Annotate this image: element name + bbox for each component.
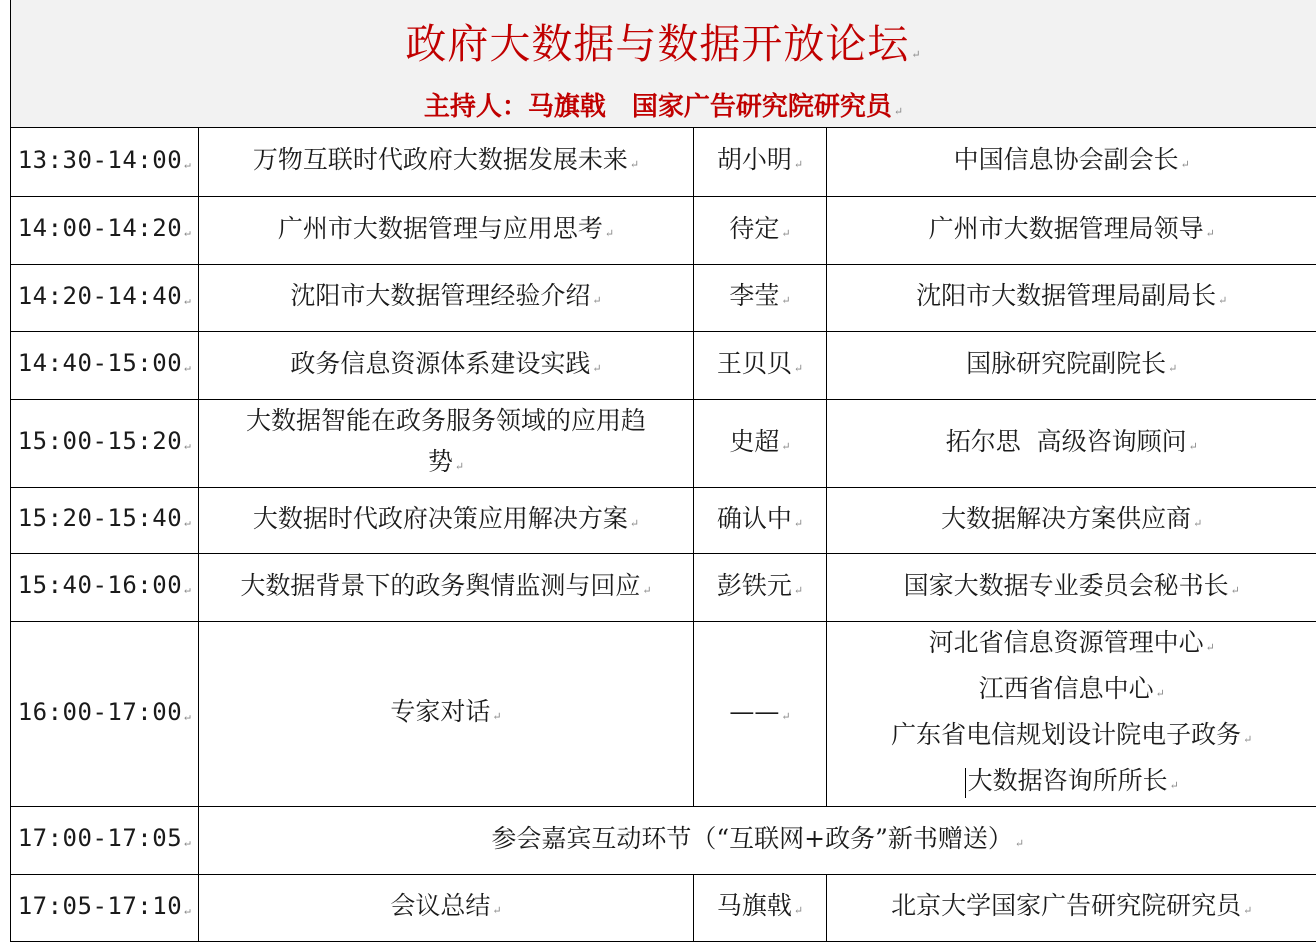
table-row bbox=[11, 400, 1316, 488]
table-row bbox=[11, 807, 1316, 875]
paragraph-mark-icon: ↵ bbox=[911, 48, 921, 61]
org-cell[interactable]: 中国信息协会副会长 ↵ bbox=[827, 128, 1316, 197]
table-row bbox=[11, 554, 1316, 622]
speaker-cell[interactable]: 确认中 ↵ bbox=[694, 488, 827, 554]
paragraph-mark-icon: ↵ bbox=[184, 226, 191, 239]
table-row bbox=[11, 875, 1316, 942]
org-cell[interactable]: 国脉研究院副院长 ↵ bbox=[827, 332, 1316, 400]
paragraph-mark-icon: ↵ bbox=[492, 904, 501, 917]
speaker-cell[interactable]: —— ↵ bbox=[694, 622, 827, 807]
topic-cell[interactable]: 专家对话 ↵ bbox=[199, 622, 694, 807]
table-row bbox=[11, 488, 1316, 554]
time-cell[interactable]: 15:20-15:40 ↵ bbox=[11, 488, 199, 554]
text-cursor bbox=[965, 768, 966, 798]
schedule-table bbox=[10, 127, 1316, 942]
forum-header bbox=[10, 0, 1316, 128]
table-row bbox=[11, 265, 1316, 332]
speaker-cell[interactable]: 史超 ↵ bbox=[694, 400, 827, 488]
paragraph-mark-icon: ↵ bbox=[184, 583, 191, 596]
org-line: 广东省电信规划设计院电子政务 bbox=[891, 720, 1241, 749]
speaker-cell[interactable]: 待定 ↵ bbox=[694, 197, 827, 265]
speaker-cell[interactable]: 马旗戟 ↵ bbox=[694, 875, 827, 942]
paragraph-mark-icon: ↵ bbox=[1170, 779, 1179, 792]
org-cell[interactable]: 拓尔思 高级咨询顾问 ↵ bbox=[827, 400, 1316, 488]
topic-cell[interactable]: 沈阳市大数据管理经验介绍 ↵ bbox=[199, 265, 694, 332]
paragraph-mark-icon: ↵ bbox=[894, 105, 903, 118]
time-cell[interactable]: 13:30-14:00 ↵ bbox=[11, 128, 199, 197]
paragraph-mark-icon: ↵ bbox=[630, 158, 639, 171]
speaker-cell[interactable]: 胡小明 ↵ bbox=[694, 128, 827, 197]
paragraph-mark-icon: ↵ bbox=[492, 710, 501, 723]
paragraph-mark-icon: ↵ bbox=[184, 710, 191, 723]
paragraph-mark-icon: ↵ bbox=[781, 710, 790, 723]
paragraph-mark-icon: ↵ bbox=[184, 439, 191, 452]
paragraph-mark-icon: ↵ bbox=[781, 294, 790, 307]
paragraph-mark-icon: ↵ bbox=[794, 517, 803, 530]
paragraph-mark-icon: ↵ bbox=[184, 294, 191, 307]
topic-cell[interactable]: 大数据时代政府决策应用解决方案 ↵ bbox=[199, 488, 694, 554]
paragraph-mark-icon: ↵ bbox=[1189, 440, 1198, 453]
time-cell[interactable]: 15:00-15:20 ↵ bbox=[11, 400, 199, 488]
org-cell[interactable]: 大数据解决方案供应商 ↵ bbox=[827, 488, 1316, 554]
paragraph-mark-icon: ↵ bbox=[184, 904, 191, 917]
time-cell[interactable]: 17:05-17:10 ↵ bbox=[11, 875, 199, 942]
paragraph-mark-icon: ↵ bbox=[1231, 584, 1240, 597]
table-row bbox=[11, 332, 1316, 400]
paragraph-mark-icon: ↵ bbox=[592, 362, 601, 375]
paragraph-mark-icon: ↵ bbox=[1193, 517, 1202, 530]
topic-line: 势 bbox=[428, 447, 453, 476]
time-cell[interactable]: 14:40-15:00 ↵ bbox=[11, 332, 199, 400]
table-row bbox=[11, 622, 1316, 807]
paragraph-mark-icon: ↵ bbox=[1218, 294, 1227, 307]
paragraph-mark-icon: ↵ bbox=[1206, 227, 1215, 240]
paragraph-mark-icon: ↵ bbox=[1181, 158, 1190, 171]
org-cell[interactable]: 沈阳市大数据管理局副局长 ↵ bbox=[827, 265, 1316, 332]
paragraph-mark-icon: ↵ bbox=[455, 460, 464, 473]
paragraph-mark-icon: ↵ bbox=[794, 904, 803, 917]
topic-cell[interactable] bbox=[199, 400, 694, 488]
paragraph-mark-icon: ↵ bbox=[1243, 904, 1252, 917]
paragraph-mark-icon: ↵ bbox=[794, 584, 803, 597]
paragraph-mark-icon: ↵ bbox=[184, 158, 191, 171]
org-cell[interactable]: 国家大数据专业委员会秘书长 ↵ bbox=[827, 554, 1316, 622]
paragraph-mark-icon: ↵ bbox=[794, 362, 803, 375]
time-cell[interactable]: 14:00-14:20 ↵ bbox=[11, 197, 199, 265]
paragraph-mark-icon: ↵ bbox=[630, 517, 639, 530]
org-cell[interactable] bbox=[827, 622, 1316, 807]
time-cell[interactable]: 17:00-17:05 ↵ bbox=[11, 807, 199, 875]
speaker-cell[interactable]: 李莹 ↵ bbox=[694, 265, 827, 332]
paragraph-mark-icon: ↵ bbox=[781, 440, 790, 453]
merged-cell[interactable]: 参会嘉宾互动环节（“互联网+政务”新书赠送） ↵ bbox=[199, 807, 1316, 875]
paragraph-mark-icon: ↵ bbox=[184, 361, 191, 374]
topic-cell[interactable]: 广州市大数据管理与应用思考 ↵ bbox=[199, 197, 694, 265]
time-cell[interactable]: 15:40-16:00 ↵ bbox=[11, 554, 199, 622]
forum-host[interactable]: 主持人：马旗戟 国家广告研究院研究员 ↵ bbox=[11, 90, 1316, 129]
org-line: 江西省信息中心 bbox=[979, 674, 1154, 703]
topic-cell[interactable]: 万物互联时代政府大数据发展未来 ↵ bbox=[199, 128, 694, 197]
org-line: 河北省信息资源管理中心 bbox=[929, 628, 1204, 657]
paragraph-mark-icon: ↵ bbox=[642, 584, 651, 597]
speaker-cell[interactable]: 彭铁元 ↵ bbox=[694, 554, 827, 622]
time-cell[interactable]: 14:20-14:40 ↵ bbox=[11, 265, 199, 332]
paragraph-mark-icon: ↵ bbox=[184, 516, 191, 529]
paragraph-mark-icon: ↵ bbox=[1206, 641, 1215, 654]
table-row bbox=[11, 197, 1316, 265]
forum-title[interactable]: 政府大数据与数据开放论坛 ↵ bbox=[11, 18, 1316, 81]
paragraph-mark-icon: ↵ bbox=[605, 227, 614, 240]
paragraph-mark-icon: ↵ bbox=[184, 836, 191, 849]
table-row bbox=[11, 128, 1316, 197]
paragraph-mark-icon: ↵ bbox=[1015, 837, 1024, 850]
org-cell[interactable]: 广州市大数据管理局领导 ↵ bbox=[827, 197, 1316, 265]
org-cell[interactable]: 北京大学国家广告研究院研究员 ↵ bbox=[827, 875, 1316, 942]
paragraph-mark-icon: ↵ bbox=[1243, 733, 1252, 746]
org-line: 大数据咨询所所长 bbox=[968, 766, 1168, 795]
time-cell[interactable]: 16:00-17:00 ↵ bbox=[11, 622, 199, 807]
speaker-cell[interactable]: 王贝贝 ↵ bbox=[694, 332, 827, 400]
paragraph-mark-icon: ↵ bbox=[794, 158, 803, 171]
paragraph-mark-icon: ↵ bbox=[1156, 687, 1165, 700]
topic-line: 大数据智能在政务服务领域的应用趋 bbox=[199, 400, 693, 441]
topic-cell[interactable]: 政务信息资源体系建设实践 ↵ bbox=[199, 332, 694, 400]
paragraph-mark-icon: ↵ bbox=[1168, 362, 1177, 375]
topic-cell[interactable]: 大数据背景下的政务舆情监测与回应 ↵ bbox=[199, 554, 694, 622]
paragraph-mark-icon: ↵ bbox=[592, 294, 601, 307]
paragraph-mark-icon: ↵ bbox=[781, 227, 790, 240]
topic-cell[interactable]: 会议总结 ↵ bbox=[199, 875, 694, 942]
